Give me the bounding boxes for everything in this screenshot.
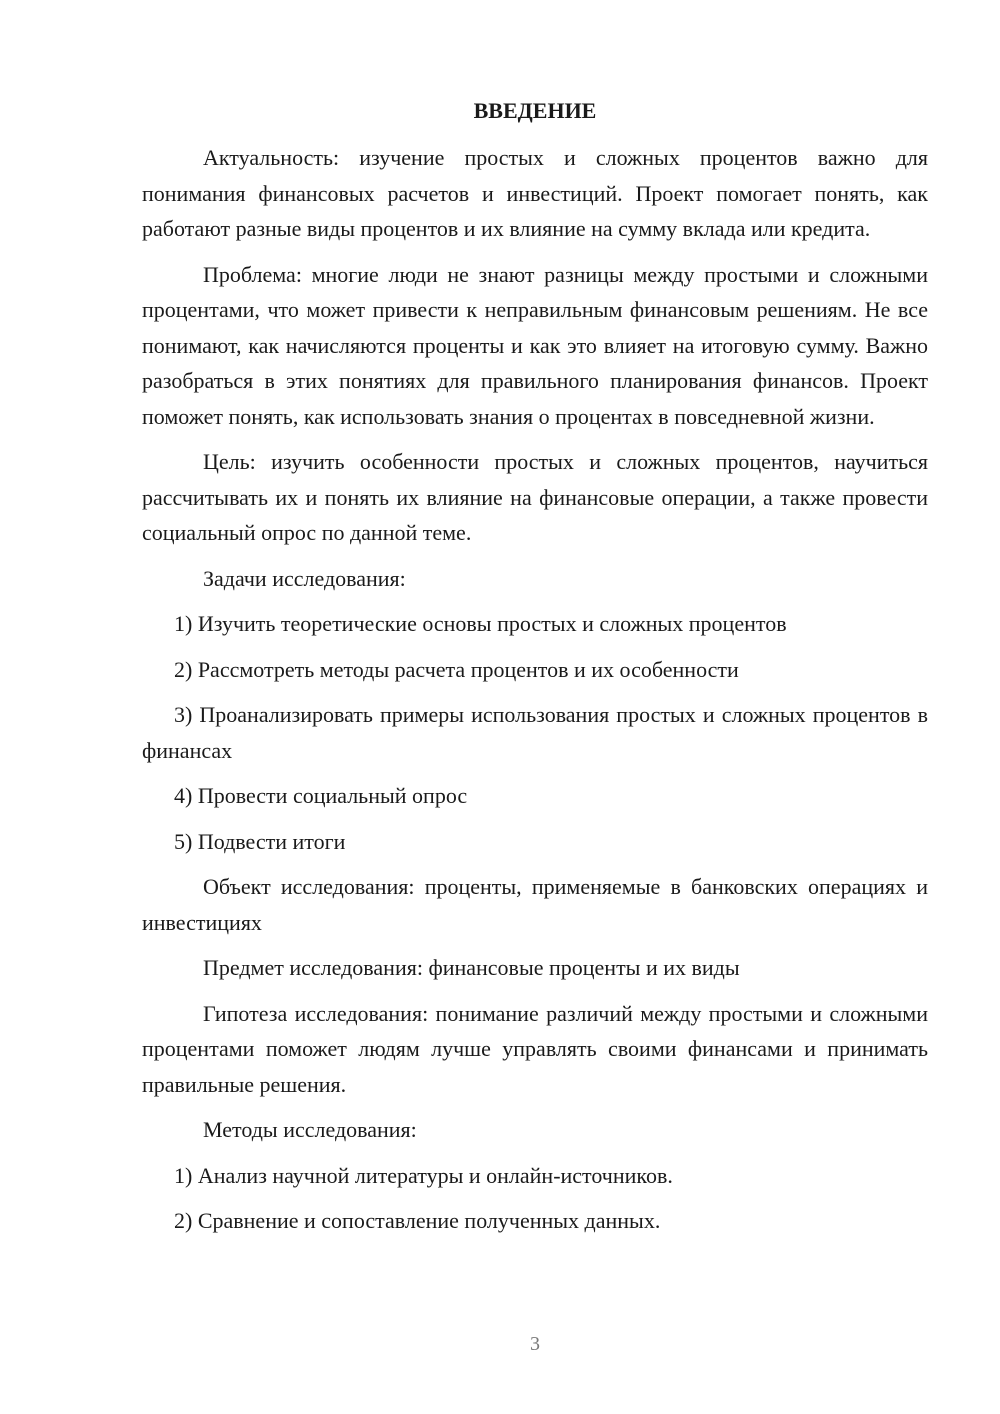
relevance-paragraph: Актуальность: изучение простых и сложных процентов важно для понимания финансовых расчетов и инвестиций. Проект помогает понять, как работают разные виды процентов и их влияние на сумму вклада или кредита. (142, 145, 928, 241)
task-item: 5) Подвести итоги (174, 828, 346, 854)
task-item: 3) Проанализировать примеры использования простых и сложных процентов в финансах (142, 702, 928, 763)
subject-paragraph: Предмет исследования: финансовые проценты и их виды (203, 955, 740, 980)
methods-heading: Методы исследования: (203, 1117, 417, 1142)
method-item: 2) Сравнение и сопоставление полученных данных. (174, 1208, 661, 1233)
task-item: 2) Рассмотреть методы расчета процентов и их особенности (174, 656, 739, 682)
problem-paragraph: Проблема: многие люди не знают разницы между простыми и сложными процентами, что может привести к неправильным финансовым решениям. Не все понимают, как начисляются проценты и как это влияет на итоговую сумму. Важно разобраться в этих понятиях для правильного планирования финансов. Проект поможет понять, как использовать знания о процентах в повседневной жизни. (142, 261, 928, 429)
tasks-heading: Задачи исследования: (203, 565, 406, 591)
page-number: 3 (530, 1333, 540, 1355)
object-paragraph: Объект исследования: проценты, применяемые в банковских операциях и инвестициях (142, 874, 928, 935)
document-page (142, 95, 928, 1249)
section-title: ВВЕДЕНИЕ (473, 98, 597, 123)
hypothesis-paragraph: Гипотеза исследования: понимание различий между простыми и сложными процентами поможет людям лучше управлять своими финансами и принимать правильные решения. (142, 1000, 928, 1097)
task-item: 1) Изучить теоретические основы простых и сложных процентов (174, 611, 787, 636)
task-item: 4) Провести социальный опрос (174, 783, 468, 808)
method-item: 1) Анализ научной литературы и онлайн-источников. (174, 1162, 673, 1188)
goal-paragraph: Цель: изучить особенности простых и сложных процентов, научиться рассчитывать их и понять их влияние на финансовые операции, а также провести социальный опрос по данной теме. (142, 449, 928, 545)
